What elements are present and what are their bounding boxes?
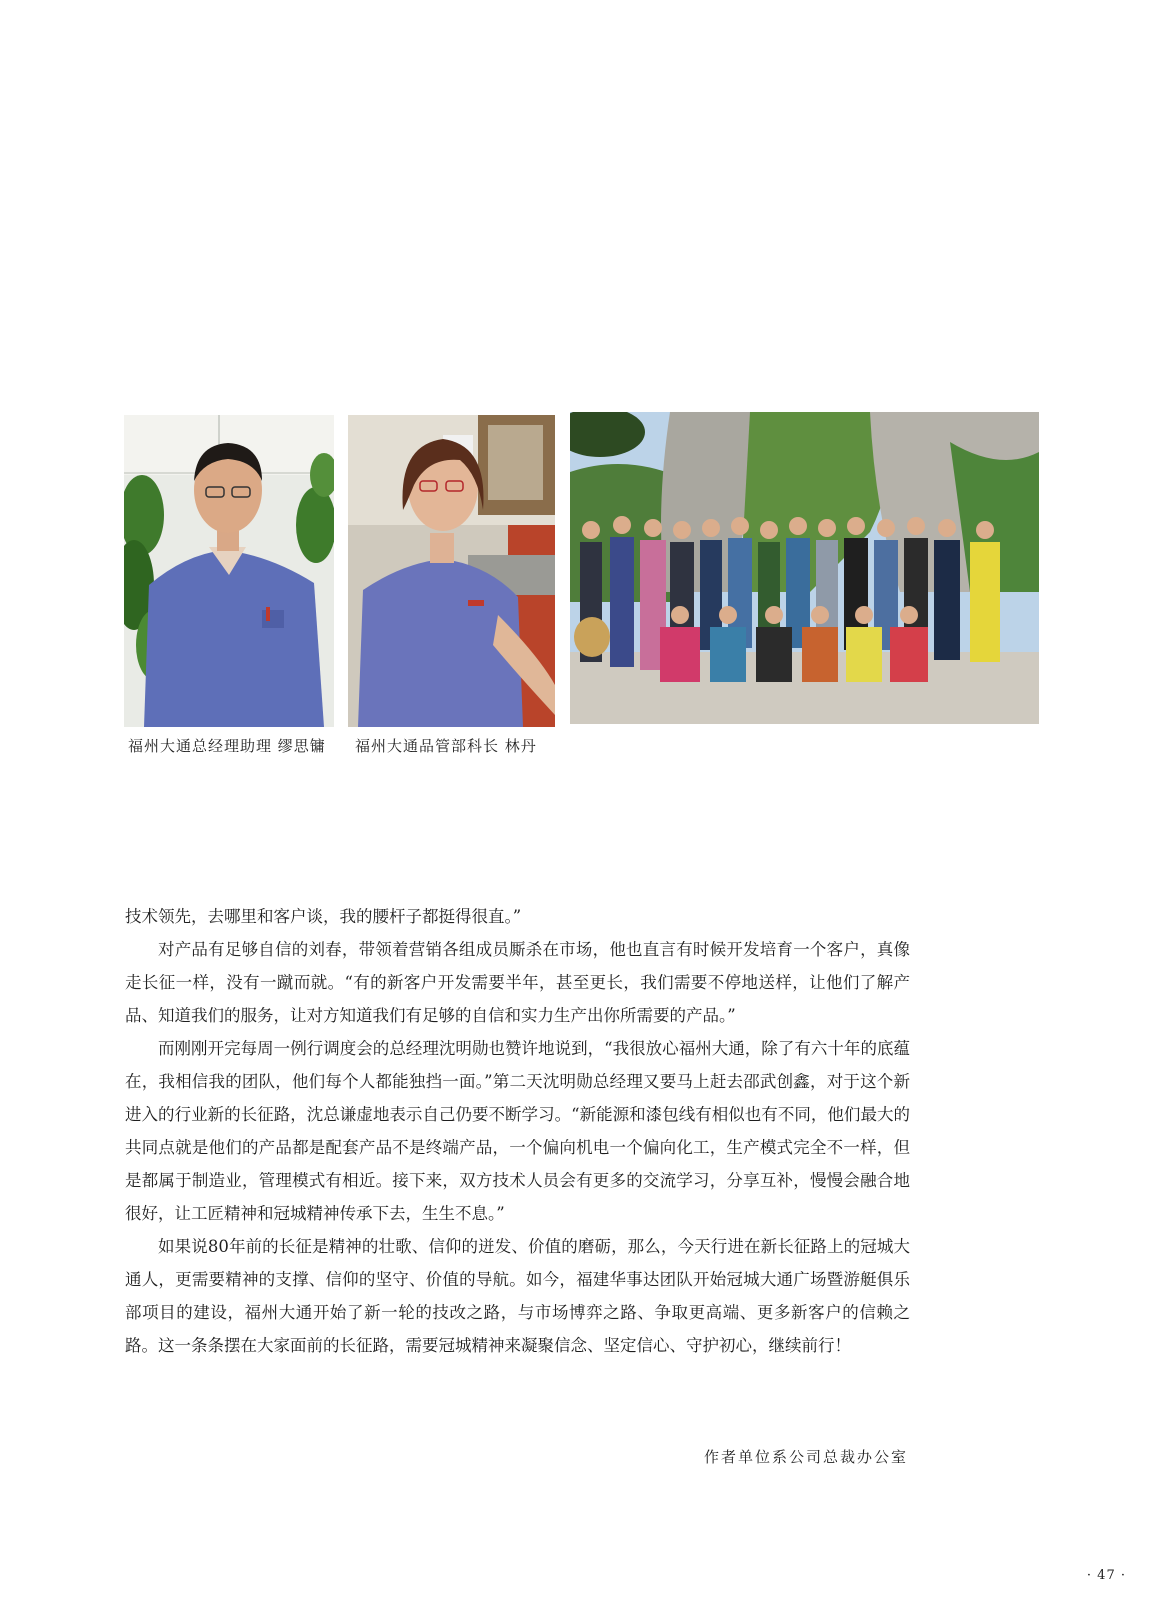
group-photo-image xyxy=(570,412,1039,724)
page-number: · 47 · xyxy=(1086,1568,1126,1583)
portrait-woman-image xyxy=(348,415,555,727)
article-body xyxy=(125,900,910,1362)
caption-photo-1: 福州大通总经理助理 缪思镛 xyxy=(128,737,326,755)
photo-general-manager-assistant xyxy=(124,415,334,727)
author-affiliation: 作者单位系公司总裁办公室 xyxy=(703,1448,908,1466)
photo-group-outing xyxy=(570,412,1039,724)
article-paragraph-1: 技术领先，去哪里和客户谈，我的腰杆子都挺得很直。” xyxy=(125,907,522,926)
article-paragraph-2: 对产品有足够自信的刘春，带领着营销各组成员厮杀在市场，他也直言有时候开发培育一个客户，真像走长征一样，没有一蹴而就。“有的新客户开发需要半年，甚至更长，我们需要不停地送样，让他们了解产品、知道我们的服务，让对方知道我们有足够的自信和实力生产出你所需要的产品。” xyxy=(125,940,910,1025)
article-paragraph-4: 如果说80年前的长征是精神的壮歌、信仰的迸发、价值的磨砺，那么，今天行进在新长征路上的冠城大通人，更需要精神的支撑、信仰的坚守、价值的导航。如今，福建华事达团队开始冠城大通广场暨游艇俱乐部项目的建设，福州大通开始了新一轮的技改之路，与市场博弈之路、争取更高端、更多新客户的信赖之路。这一条条摆在大家面前的长征路，需要冠城精神来凝聚信念、坚定信心、守护初心，继续前行！ xyxy=(125,1237,910,1355)
caption-photo-2: 福州大通品管部科长 林丹 xyxy=(355,737,537,755)
article-paragraph-3: 而刚刚开完每周一例行调度会的总经理沈明勋也赞许地说到，“我很放心福州大通，除了有六十年的底蕴在，我相信我的团队，他们每个人都能独挡一面。”第二天沈明勋总经理又要马上赶去邵武创鑫，对于这个新进入的行业新的长征路，沈总谦虚地表示自己仍要不断学习。“新能源和漆包线有相似也有不同，他们最大的共同点就是他们的产品都是配套产品不是终端产品，一个偏向机电一个偏向化工，生产模式完全不一样，但是都属于制造业，管理模式有相近。接下来，双方技术人员会有更多的交流学习，分享互补，慢慢会融合地很好，让工匠精神和冠城精神传承下去，生生不息。” xyxy=(125,1039,910,1223)
photo-quality-section-chief xyxy=(348,415,555,727)
portrait-man-image xyxy=(124,415,334,727)
